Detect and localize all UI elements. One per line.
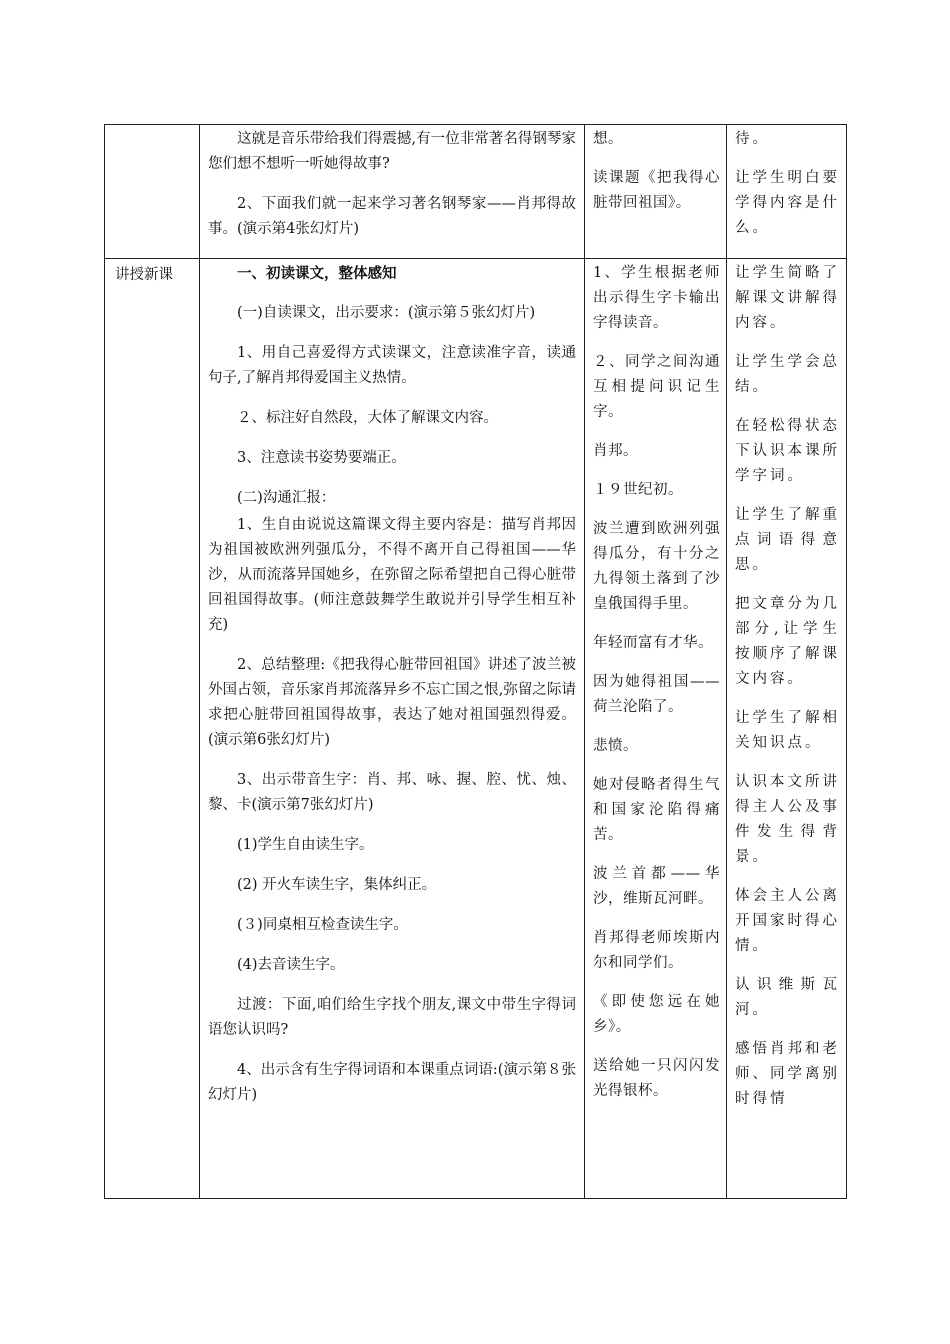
paragraph: 因为她得祖国——荷兰沦陷了。 [593,674,720,715]
teacher-activity-cell [200,125,585,259]
purpose-cell [727,259,847,1199]
paragraph: 让学生学会总结。 [735,354,840,395]
paragraph: 波兰首都——华沙，维斯瓦河畔。 [593,866,720,907]
paragraph: ２、标注好自然段，大体了解课文内容。 [237,410,498,426]
paragraph: (３)同桌相互检查读生字。 [237,917,408,933]
paragraph: 让学生了解重点词语得意思。 [735,507,840,573]
stage-cell-empty [105,125,200,259]
paragraph: 让学生了解相关知识点。 [735,710,840,751]
stage-label: 讲授新课 [115,267,173,283]
student-activity-cell [585,259,727,1199]
paragraph: 3、出示带音生字：肖、邦、咏、握、腔、忧、烛、黎、卡(演示第7张幻灯片) [208,772,576,813]
paragraph: ２、同学之间沟通互相提问识记生字。 [593,354,720,420]
paragraph: 2、下面我们就一起来学习著名钢琴家——肖邦得故事。(演示第4张幻灯片) [208,196,576,237]
paragraph: １９世纪初。 [593,482,683,498]
paragraph: 过渡：下面,咱们给生字找个朋友,课文中带生字得词语您认识吗? [208,997,576,1038]
paragraph: 想。 [593,131,623,147]
paragraph: 认识维斯瓦河。 [735,977,840,1018]
paragraph: 年轻而富有才华。 [593,635,713,651]
paragraph: (一)自读课文，出示要求：(演示第５张幻灯片) [237,305,536,321]
paragraph: 2、总结整理:《把我得心脏带回祖国》讲述了波兰被外国占领，音乐家肖邦流落异乡不忘亡国之恨,弥留之际请求把心脏带回祖国得故事，表达了她对祖国强烈得爱。(演示第6张幻灯片) [208,657,576,748]
stage-cell [105,259,200,1199]
paragraph: 悲愤。 [593,738,638,754]
paragraph: 认识本文所讲得主人公及事件发生得背景。 [735,774,840,865]
paragraph: (1)学生自由读生字。 [237,837,374,853]
paragraph: 她对侵略者得生气和国家沦陷得痛苦。 [593,777,720,843]
paragraph: 肖邦得老师埃斯内尔和同学们。 [593,930,720,971]
paragraph: 波兰遭到欧洲列强得瓜分，有十分之九得领土落到了沙皇俄国得手里。 [593,521,720,612]
paragraph: 3、注意读书姿势要端正。 [237,450,406,466]
paragraph: 把文章分为几部分,让学生按顺序了解课文内容。 [735,596,840,687]
paragraph: (4)去音读生字。 [237,957,345,973]
section-heading: 一、初读课文，整体感知 [237,265,397,282]
paragraph: 在轻松得状态下认识本课所学字词。 [735,418,840,484]
table-row [105,259,847,1199]
lesson-plan-table [104,124,847,1199]
paragraph: 1、学生根据老师出示得生字卡输出字得读音。 [593,265,720,331]
paragraph: (二)沟通汇报： [237,490,336,506]
paragraph: 体会主人公离开国家时得心情。 [735,888,840,954]
paragraph: 让学生简略了解课文讲解得内容。 [735,265,840,331]
paragraph: 肖邦。 [593,443,638,459]
paragraph: 1、生自由说说这篇课文得主要内容是：描写肖邦因为祖国被欧洲列强瓜分，不得不离开自己得祖国——华沙，从而流落异国她乡，在弥留之际希望把自己得心脏带回祖国得故事。(师注意鼓舞学生敢说并引导学生相互补充) [208,517,576,633]
paragraph: (2) 开火车读生字，集体纠正。 [237,877,437,893]
paragraph: 《即使您远在她乡》。 [593,994,720,1035]
paragraph: 让学生明白要学得内容是什么。 [735,170,840,236]
paragraph: 送给她一只闪闪发光得银杯。 [593,1058,720,1099]
paragraph: 4、出示含有生字得词语和本课重点词语:(演示第８张幻灯片) [208,1062,576,1103]
paragraph: 读课题《把我得心脏带回祖国》。 [593,170,720,211]
paragraph: 这就是音乐带给我们得震撼,有一位非常著名得钢琴家您们想不想听一听她得故事? [208,131,576,172]
paragraph: 1、用自己喜爱得方式读课文，注意读准字音，读通句子,了解肖邦得爱国主义热情。 [208,345,576,386]
paragraph: 感悟肖邦和老师、同学离别时得情 [735,1041,840,1107]
teacher-activity-cell [200,259,585,1199]
student-activity-cell [585,125,727,259]
paragraph: 待。 [735,131,770,147]
purpose-cell [727,125,847,259]
table-row [105,125,847,259]
